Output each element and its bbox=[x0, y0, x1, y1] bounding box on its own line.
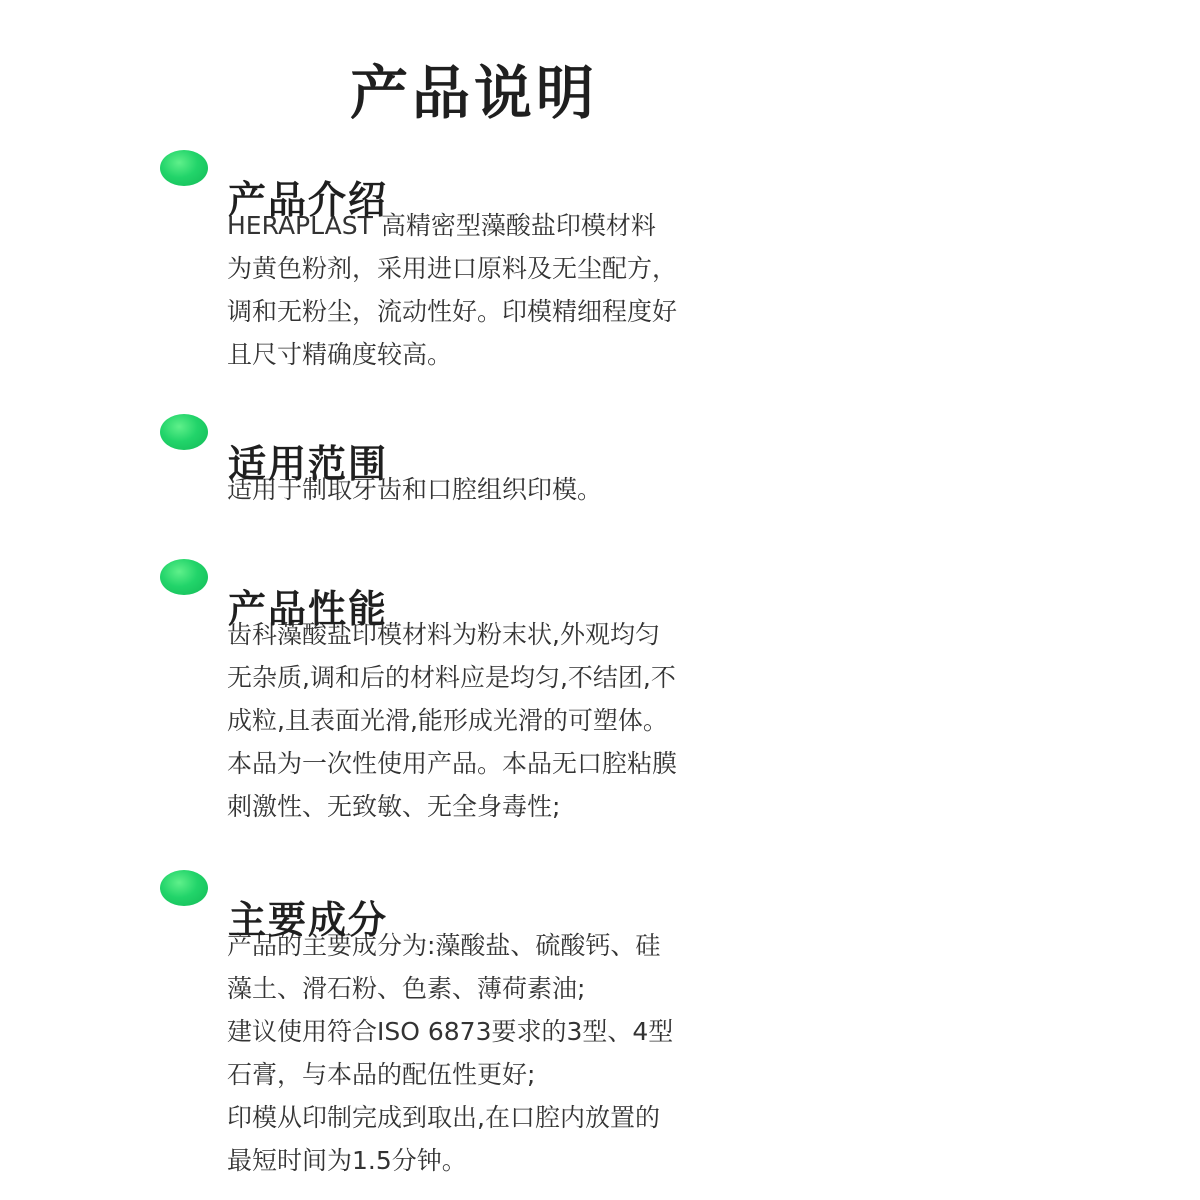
green-dot-icon bbox=[160, 150, 208, 186]
section-header bbox=[160, 860, 800, 942]
body-line: 适用于制取牙齿和口腔组织印模。 bbox=[227, 475, 603, 504]
body-line: 且尺寸精确度较高。 bbox=[227, 340, 453, 369]
section-header bbox=[160, 140, 800, 222]
section-main-ingredients bbox=[160, 860, 800, 1182]
section-heading: 主要成分 bbox=[228, 897, 389, 942]
body-line: 最短时间为1.5分钟。 bbox=[227, 1146, 467, 1175]
green-dot-icon bbox=[160, 559, 208, 595]
body-line: 产品的主要成分为:藻酸盐、硫酸钙、硅 bbox=[227, 931, 661, 960]
body-line: 刺激性、无致敏、无全身毒性; bbox=[227, 792, 561, 821]
section-body bbox=[227, 613, 787, 828]
section-header bbox=[160, 404, 800, 486]
body-line: 藻土、滑石粉、色素、薄荷素油; bbox=[227, 974, 586, 1003]
body-line: 无杂质,调和后的材料应是均匀,不结团,不 bbox=[227, 663, 676, 692]
green-dot-icon bbox=[160, 414, 208, 450]
body-line: 成粒,且表面光滑,能形成光滑的可塑体。 bbox=[227, 706, 668, 735]
body-line: 印模从印制完成到取出,在口腔内放置的 bbox=[227, 1103, 660, 1132]
section-heading: 产品性能 bbox=[228, 586, 389, 631]
body-line: 石膏，与本品的配伍性更好; bbox=[227, 1060, 536, 1089]
section-heading: 产品介绍 bbox=[228, 177, 389, 222]
body-line: HERAPLAST 高精密型藻酸盐印模材料 bbox=[227, 211, 656, 240]
section-body bbox=[227, 204, 787, 376]
body-line: 建议使用符合ISO 6873要求的3型、4型 bbox=[227, 1017, 674, 1046]
body-line: 本品为一次性使用产品。本品无口腔粘膜 bbox=[227, 749, 678, 778]
section-body bbox=[227, 924, 787, 1182]
page-title: 产品说明 bbox=[350, 58, 599, 127]
green-dot-icon bbox=[160, 870, 208, 906]
section-header bbox=[160, 549, 800, 631]
section-application-scope bbox=[160, 404, 800, 511]
section-product-introduction bbox=[160, 140, 800, 376]
body-line: 为黄色粉剂，采用进口原料及无尘配方， bbox=[227, 254, 678, 283]
body-line: 齿科藻酸盐印模材料为粉末状,外观均匀 bbox=[227, 620, 660, 649]
section-heading: 适用范围 bbox=[228, 441, 389, 486]
section-product-performance bbox=[160, 549, 800, 828]
body-line: 调和无粉尘，流动性好。印模精细程度好 bbox=[227, 297, 678, 326]
